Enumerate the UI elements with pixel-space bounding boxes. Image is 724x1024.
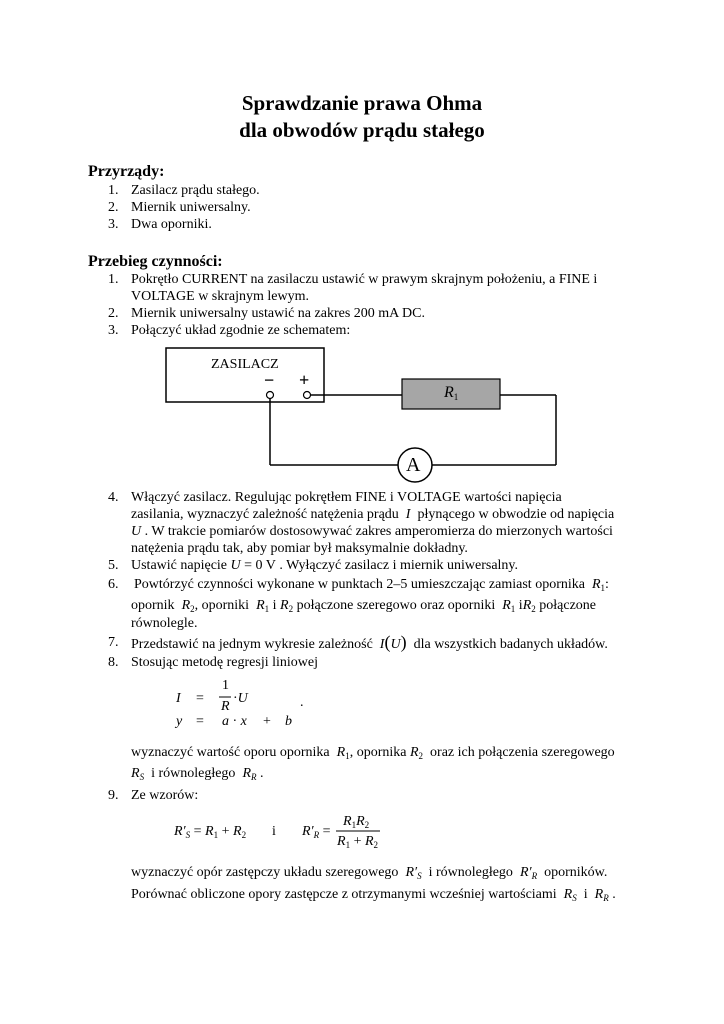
formula-y: y <box>176 714 183 729</box>
procedure-heading: Przebieg czynności: <box>88 253 223 270</box>
page-title-line-2: dla obwodów prądu stałego <box>239 118 485 142</box>
step-number: 3. <box>108 323 119 338</box>
instruments-heading: Przyrządy: <box>88 163 165 180</box>
step-8-line-2: wyznaczyć wartość oporu opornika $R_1$, opornika $R_2$ oraz ich połączenia szeregowego <box>131 745 615 761</box>
step-6-line-2: opornik $R_2$, oporniki $R_1$ i $R_2$ połączone szeregowo oraz oporniki $R_1$ $iR_2$ połączone <box>131 598 596 614</box>
step-9-line-3: Porównać obliczone opory zastępcze z otrzymanymi wcześniej wartościami $R_S$ i $R_R$ . <box>131 887 616 903</box>
step-8-line-3: $R_S$ i równoległego $R_R$ . <box>131 766 264 782</box>
step-number: 4. <box>108 490 119 505</box>
step-number: 2. <box>108 306 119 321</box>
instrument-number: 3. <box>108 217 119 232</box>
resistor-label: $R_1$ <box>444 384 459 402</box>
step-number: 8. <box>108 655 119 670</box>
step-3-text: Połączyć układ zgodnie ze schematem: <box>131 323 351 338</box>
formula-series: $R'_S = R_1 + R_2$ <box>174 824 247 840</box>
formula-parallel-num: $R_1R_2$ <box>343 814 370 830</box>
instrument-number: 1. <box>108 183 119 198</box>
formula-times-u: ·U <box>233 691 248 706</box>
formula-ax: a · x <box>222 714 247 729</box>
step-6-line-3: równolegle. <box>131 616 198 631</box>
step-4-line-1: Włączyć zasilacz. Regulując pokrętłem FINE i VOLTAGE wartości napięcia <box>131 490 562 505</box>
step-8-text: Stosując metodę regresji liniowej <box>131 655 319 670</box>
step-4-line-3: U . W trakcie pomiarów dostosowywać zakres amperomierza do mierzonych wartości <box>131 524 613 539</box>
formula-i: I <box>176 691 181 706</box>
instrument-number: 2. <box>108 200 119 215</box>
instrument-item: Miernik uniwersalny. <box>131 200 251 215</box>
step-number: 6. <box>108 577 119 592</box>
step-4-line-4: natężenia prądu tak, aby pomiar był maksymalnie dokładny. <box>131 541 468 556</box>
step-9-line-2: wyznaczyć opór zastępczy układu szeregowego $R'_S$ i równoległego $R'_R$ oporników. <box>131 865 608 881</box>
formula-parallel-den: $R_1 + R_2$ <box>337 834 379 850</box>
step-6-line-1: Powtórzyć czynności wykonane w punktach 2–5 umieszczając zamiast opornika $R_1$: <box>134 577 609 593</box>
instrument-item: Zasilacz prądu stałego. <box>131 183 260 198</box>
formula-and: i <box>272 824 276 839</box>
step-number: 1. <box>108 272 119 287</box>
formula-parallel-lhs: $R'_R$ = <box>302 824 331 840</box>
step-1-line-2: VOLTAGE w skrajnym lewym. <box>131 289 310 304</box>
step-1-line-1: Pokrętło CURRENT na zasilaczu ustawić w prawym skrajnym położeniu, a FINE i <box>131 272 598 287</box>
step-5-text: Ustawić napięcie U = 0 V . Wyłączyć zasilacz i miernik uniwersalny. <box>131 558 519 573</box>
step-2-text: Miernik uniwersalny ustawić na zakres 200 mA DC. <box>131 306 425 321</box>
ammeter-label: A <box>406 454 421 476</box>
formula-eq-2: = <box>196 714 204 729</box>
step-7-text: Przedstawić na jednym wykresie zależność I(U) dla wszystkich badanych układów. <box>131 632 608 652</box>
formula-period: . <box>300 695 304 710</box>
page-title-line-1: Sprawdzanie prawa Ohma <box>241 91 483 115</box>
step-number: 7. <box>108 635 119 650</box>
formula-b: b <box>285 714 292 729</box>
step-4-line-2: zasilania, wyznaczyć zależność natężenia prądu I płynącego w obwodzie od napięcia <box>131 507 615 522</box>
formula-one: 1 <box>222 678 229 693</box>
step-number: 5. <box>108 558 119 573</box>
formula-eq: = <box>196 691 204 706</box>
step-number: 9. <box>108 788 119 803</box>
plus-sign: + <box>299 370 310 390</box>
step-9-text: Ze wzorów: <box>131 788 199 803</box>
supply-label: ZASILACZ <box>211 357 279 372</box>
instrument-item: Dwa oporniki. <box>131 217 212 232</box>
formula-plus: + <box>263 714 271 729</box>
formula-r: R <box>221 699 230 714</box>
minus-sign: − <box>264 370 275 390</box>
